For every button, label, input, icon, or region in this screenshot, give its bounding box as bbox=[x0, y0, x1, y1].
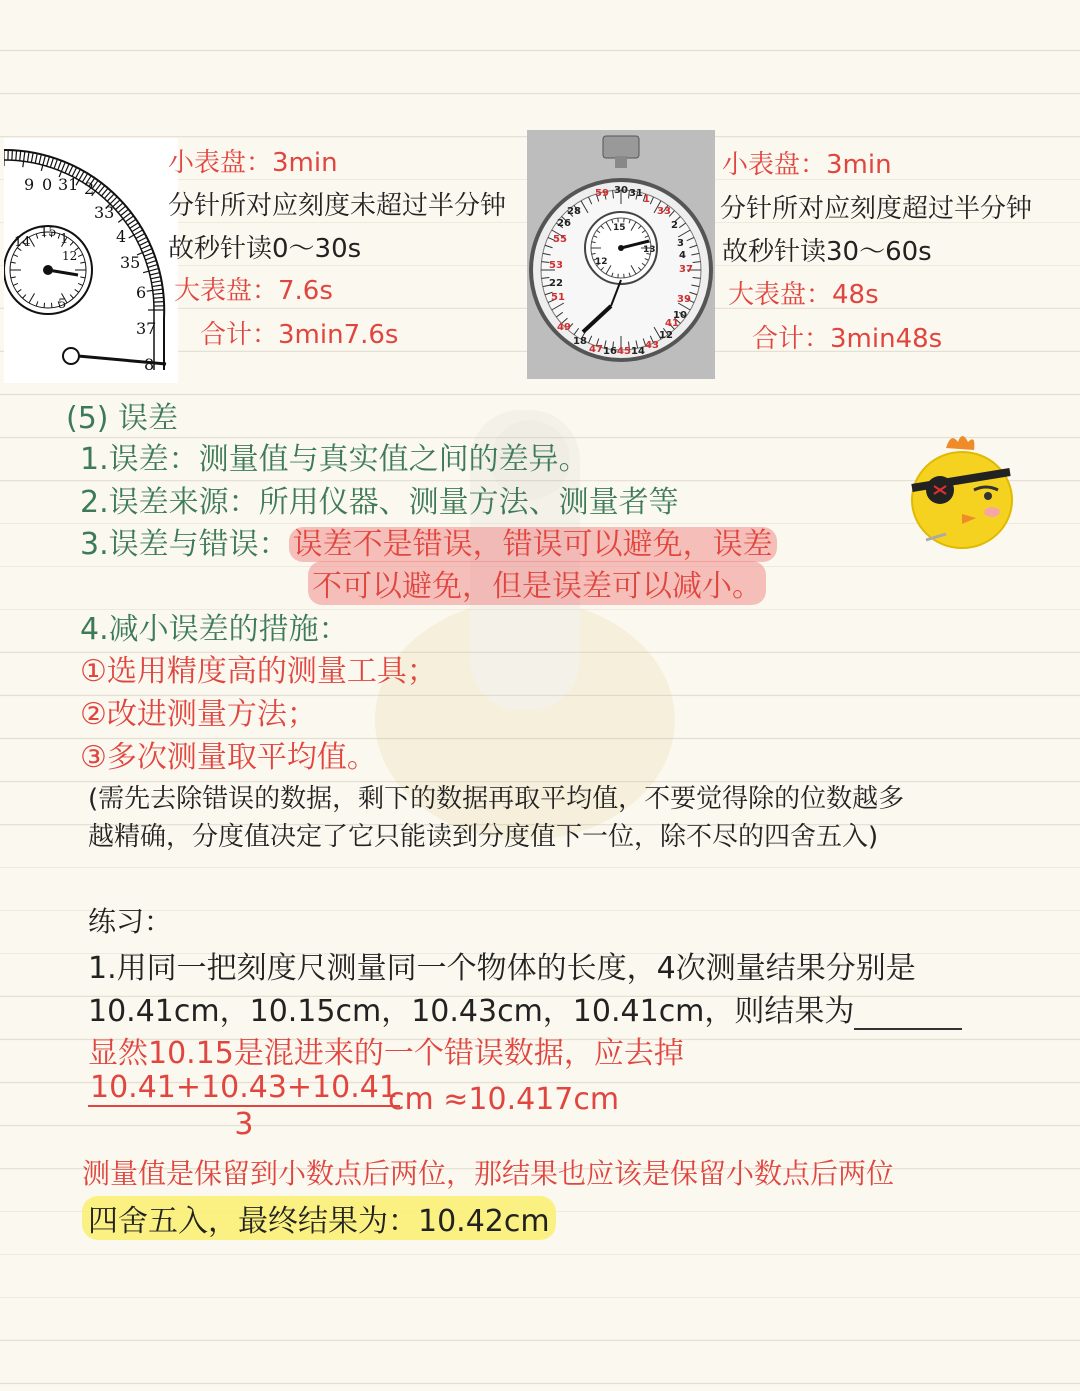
dial-num: 4 bbox=[679, 250, 686, 261]
item-3 bbox=[80, 519, 777, 563]
left-note-2: 故秒针读0～30s bbox=[168, 234, 362, 264]
dial-num: 18 bbox=[573, 336, 587, 347]
tick-mark bbox=[128, 219, 136, 225]
note-line-2: 越精确，分度值决定了它只能读到分度值下一位，除不尽的四舍五入) bbox=[88, 822, 879, 852]
tick-mark bbox=[41, 155, 45, 170]
dial-num: 10 bbox=[673, 310, 687, 321]
right-small-dial-label: 小表盘：3min bbox=[722, 150, 892, 180]
dial-num: 41 bbox=[665, 318, 679, 329]
dial-num: 2 bbox=[84, 179, 95, 198]
dial-num: 31 bbox=[629, 188, 643, 199]
left-note-1: 分针所对应刻度未超过半分钟 bbox=[168, 191, 507, 221]
dial-num: 49 bbox=[557, 322, 571, 333]
answer-blank bbox=[854, 1002, 962, 1030]
exercise-title: 练习： bbox=[88, 905, 173, 938]
dial-num: 22 bbox=[549, 278, 563, 289]
tick-mark bbox=[54, 159, 57, 168]
tick-mark bbox=[20, 151, 21, 161]
tick-mark bbox=[23, 151, 25, 167]
fraction-numerator: 10.41+10.43+10.41 bbox=[90, 1070, 398, 1105]
tick-mark bbox=[144, 253, 153, 257]
tick-mark bbox=[12, 150, 13, 160]
tick-mark bbox=[152, 285, 162, 287]
dial-num: 43 bbox=[645, 340, 659, 351]
dial-num: 3 bbox=[677, 238, 684, 249]
measure-2: ②改进测量方法； bbox=[80, 697, 317, 732]
item-3-label: 3.误差与错误： bbox=[80, 527, 289, 562]
tick-mark bbox=[69, 166, 73, 175]
tick-mark bbox=[121, 209, 129, 215]
dial-num: 12 bbox=[62, 249, 78, 263]
dial-num: 13 bbox=[643, 245, 656, 255]
dial-num: 30 bbox=[614, 185, 628, 196]
stopwatch-right-dial bbox=[527, 130, 715, 379]
dial-num: 33 bbox=[657, 206, 671, 217]
tick-mark bbox=[65, 164, 69, 173]
right-note-2: 故秒针读30～60s bbox=[722, 237, 932, 267]
dial-num: 37 bbox=[679, 264, 693, 275]
tick-mark bbox=[35, 153, 37, 163]
fraction-denominator: 3 bbox=[234, 1107, 254, 1142]
left-small-dial-label: 小表盘：3min bbox=[168, 148, 338, 178]
tick-mark bbox=[151, 281, 161, 283]
dial-num: 6 bbox=[136, 283, 147, 302]
tick-mark bbox=[27, 152, 29, 162]
tick-mark bbox=[153, 293, 163, 294]
question-line-2-text: 10.41cm，10.15cm，10.43cm，10.41cm，则结果为 bbox=[88, 994, 855, 1029]
left-big-dial-label: 大表盘：7.6s bbox=[174, 276, 333, 306]
tick-mark bbox=[51, 303, 52, 308]
tick-mark bbox=[143, 269, 158, 273]
stopwatch-left-dial bbox=[4, 138, 178, 383]
stopwatch-right-figure bbox=[527, 130, 715, 379]
dial-num: 16 bbox=[603, 346, 617, 357]
dial-num: 51 bbox=[551, 292, 565, 303]
measure-1: ①选用精度高的测量工具； bbox=[80, 654, 437, 689]
dial-num: 9 bbox=[24, 175, 35, 194]
dial-num: 26 bbox=[557, 218, 571, 229]
dial-num: 1 bbox=[60, 232, 69, 247]
dial-num: 28 bbox=[567, 206, 581, 217]
dial-num: 15 bbox=[613, 223, 626, 233]
chick-sticker-icon bbox=[906, 428, 1018, 556]
tick-mark bbox=[132, 226, 141, 231]
right-big-dial-label: 大表盘：48s bbox=[728, 280, 879, 310]
dial-num: 55 bbox=[553, 234, 567, 245]
dial-num: 12 bbox=[595, 257, 608, 267]
dial-num: 15 bbox=[40, 225, 57, 240]
question-line-2 bbox=[88, 986, 962, 1030]
item-3-highlight-1: 误差不是错误，错误可以避免，误差 bbox=[289, 527, 777, 562]
question-line-1: 1.用同一把刻度尺测量同一个物体的长度，4次测量结果分别是 bbox=[88, 951, 916, 986]
tick-mark bbox=[50, 158, 53, 168]
dial-num: 59 bbox=[595, 188, 609, 199]
dial-num: 5 bbox=[58, 297, 67, 312]
dial-num: 0 bbox=[42, 175, 53, 194]
dial-num: 4 bbox=[116, 227, 127, 246]
dial-num: 39 bbox=[677, 294, 691, 305]
dial-num: 14 bbox=[631, 346, 645, 357]
dial-num: 37 bbox=[136, 319, 157, 338]
average-fraction bbox=[88, 1070, 400, 1142]
tick-mark bbox=[139, 241, 148, 245]
left-total-label: 合计：3min7.6s bbox=[200, 320, 399, 350]
dial-num: 33 bbox=[94, 203, 115, 222]
tick-mark bbox=[138, 237, 147, 242]
tick-mark bbox=[98, 186, 104, 194]
dial-num: 45 bbox=[617, 346, 631, 357]
dial-num: 53 bbox=[549, 260, 563, 271]
tick-mark bbox=[150, 273, 160, 275]
tick-mark bbox=[16, 150, 17, 160]
right-note-1: 分针所对应刻度超过半分钟 bbox=[720, 194, 1033, 224]
item-2: 2.误差来源：所用仪器、测量方法、测量者等 bbox=[80, 485, 679, 520]
final-answer: 四舍五入，最终结果为：10.42cm bbox=[82, 1196, 556, 1240]
dial-num: 12 bbox=[659, 330, 673, 341]
dial-num: 2 bbox=[671, 220, 678, 231]
dial-num: 1 bbox=[643, 194, 650, 205]
answer-line-2: 测量值是保留到小数点后两位，那结果也应该是保留小数点后两位 bbox=[82, 1157, 895, 1190]
tick-mark bbox=[47, 157, 50, 167]
tick-mark bbox=[151, 277, 161, 279]
dial-num: 35 bbox=[120, 253, 141, 272]
tick-mark bbox=[44, 303, 45, 308]
dial-num: 47 bbox=[589, 344, 603, 355]
dial-num: 31 bbox=[58, 175, 79, 194]
tick-mark bbox=[147, 261, 157, 264]
fraction-result: cm ≈10.417cm bbox=[388, 1082, 620, 1117]
tick-mark bbox=[147, 289, 163, 291]
tick-mark bbox=[125, 216, 133, 222]
tick-mark bbox=[154, 297, 164, 298]
item-3-highlight-2: 不可以避免，但是误差可以减小。 bbox=[308, 561, 766, 605]
tick-mark bbox=[141, 245, 150, 249]
tick-mark bbox=[58, 161, 62, 170]
dial-num: 14 bbox=[14, 235, 31, 250]
tick-mark bbox=[136, 234, 145, 239]
dial-num: 8 bbox=[144, 355, 155, 374]
right-total-label: 合计：3min48s bbox=[752, 324, 943, 354]
item-1: 1.误差：测量值与真实值之间的差异。 bbox=[80, 442, 589, 477]
stopwatch-left-figure bbox=[4, 138, 178, 383]
note-line-1: (需先去除错误的数据，剩下的数据再取平均值，不要觉得除的位数越多 bbox=[88, 784, 905, 814]
tick-mark bbox=[39, 154, 41, 164]
tick-mark bbox=[31, 153, 33, 163]
tick-mark bbox=[154, 302, 164, 303]
tick-mark bbox=[145, 257, 154, 260]
measure-3: ③多次测量取平均值。 bbox=[80, 740, 377, 775]
item-4: 4.减小误差的措施： bbox=[80, 612, 349, 647]
answer-line-1: 显然10.15是混进来的一个错误数据，应去掉 bbox=[88, 1036, 684, 1071]
tick-mark bbox=[130, 223, 138, 228]
tick-mark bbox=[148, 265, 158, 268]
section-heading: (5) 误差 bbox=[66, 401, 179, 436]
